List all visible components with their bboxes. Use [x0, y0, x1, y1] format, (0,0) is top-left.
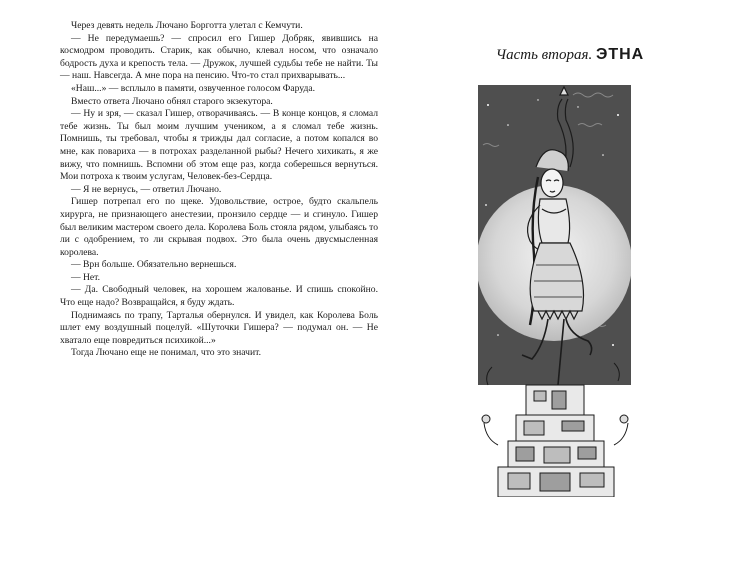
paragraph: — Да. Свободный человек, на хорошем жалованье. И спишь спокойно. Что еще надо? Возвращайся, я буду ждать.: [60, 284, 378, 309]
paragraph: Вместо ответа Лючано обнял старого экзекутора.: [71, 95, 273, 107]
paragraph: Через девять недель Лючано Борготта улетал с Кемчути.: [71, 20, 303, 31]
paragraph: — Нет.: [71, 271, 101, 283]
paragraph: — Не передумаешь? — спросил его Гишер Добряк, явившись на космодром проводить. Старик, как обычно, клевал носом, что означало бодрость духа и крепость тела. — Дружок, лучшей судьбы тебе не найти. Ты — наш. Навсегда. А мне пора на пенсию. Что-то стал прихварывать...: [60, 32, 378, 82]
part-title-lead: Часть вторая.: [495, 47, 593, 63]
part-title: [480, 46, 660, 64]
part-title-name: ЭТНА: [595, 46, 645, 63]
paragraph: — Я не вернусь, — ответил Лючано.: [71, 183, 222, 195]
paragraph: Тогда Лючано еще не понимал, что это значит.: [71, 347, 261, 359]
paragraph: Гишер потрепал его по щеке. Удовольствие, острое, будто скальпель хирурга, не признающего анестезии, пронзило сердце — и сгинуло. Гишер был великим мастером своего дела. Королева Боль стояла рядом, улыбаясь то ли с одобрением, то ли скрывая подвох. Это была очень двусмысленная королева.: [60, 196, 378, 258]
right-page: [395, 0, 750, 561]
dancer-illustration: [478, 85, 631, 497]
paragraph: «Наш...» — всплыло в памяти, озвученное голосом Фаруда.: [71, 82, 316, 94]
paragraph: Поднимаясь по трапу, Тарталья обернулся. И увидел, как Королева Боль шлет ему воздушный поцелуй. «Шуточки Гишера? — подумал он. — Не хватало еще повредиться психикой...»: [60, 309, 378, 346]
paragraph: — Врн больше. Обязательно вернешься.: [71, 259, 237, 271]
left-page-text: [60, 20, 378, 360]
paragraph: — Ну и зря, — сказал Гишер, отворачиваясь. — В конце концов, я сломал тебе жизнь. Ты был моим лучшим учеником, а я сломал тебе жизнь. Помнишь, ты требовал, чтобы я трижды дал согласие, а потом копался во мне, как поварихa — в потрохах разделанной рыбы? Нечего хихикать, я же вижу, что помнишь. Вспомни об этом еще раз, когда соберешься вернуться. Мои потроха к твоим услугам, Человек-без-Сердца.: [60, 108, 378, 183]
